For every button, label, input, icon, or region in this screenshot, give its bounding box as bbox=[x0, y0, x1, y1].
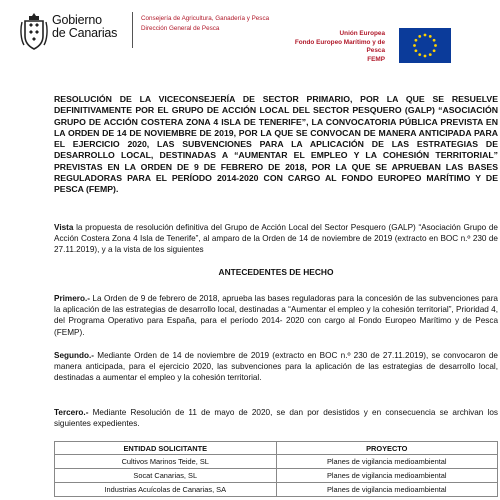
table-cell: Planes de vigilancia medioambiental bbox=[276, 455, 498, 469]
star-icon bbox=[424, 34, 427, 37]
star-icon bbox=[433, 49, 436, 52]
star-icon bbox=[413, 44, 416, 47]
gobierno-name: Gobierno de Canarias bbox=[52, 13, 118, 40]
header-divider bbox=[132, 12, 133, 48]
star-icon bbox=[418, 35, 421, 38]
star-icon bbox=[429, 35, 432, 38]
table-header-row bbox=[55, 442, 498, 455]
star-icon bbox=[424, 55, 427, 58]
consejeria-name: Consejería de Agricultura, Ganadería y Pesca Dirección General de Pesca bbox=[141, 15, 270, 32]
star-icon bbox=[415, 49, 418, 52]
star-icon bbox=[418, 53, 421, 56]
star-icon bbox=[433, 39, 436, 42]
table-cell: Cultivos Marinos Teide, SL bbox=[55, 455, 277, 469]
star-icon bbox=[434, 44, 437, 47]
document-header bbox=[0, 0, 500, 80]
tercero-paragraph: Tercero.- Mediante Resolución de 11 de mayo de 2020, se dan por desistidos y en consecuencia se archivan los siguientes expedientes. bbox=[54, 408, 498, 429]
table-cell: Industrias Acuícolas de Canarias, SA bbox=[55, 483, 277, 497]
vista-paragraph: Vista la propuesta de resolución definitiva del Grupo de Acción Local del Sector Pesquero (GALP) “Asociación Grupo de Acción Costera Zona 4 Isla de Tenerife”, al amparo de la Orden de 14 de noviembre de 2019 (extracto en BOC n.º 230 de 27.11.2019), y a la vista de los siguientes bbox=[54, 223, 498, 255]
document-title: RESOLUCIÓN DE LA VICECONSEJERÍA DE SECTOR PRIMARIO, POR LA QUE SE RESUELVE DEFINITIVAMENTE POR EL GRUPO DE ACCIÓN LOCAL DEL SECTOR PESQUERO (GALP) “ASOCIACIÓN GRUPO DE ACCIÓN COSTERA ZONA 4 ISLA DE TENERIFE”, LA CONVOCATORIA PÚBLICA PREVISTA EN LA ORDEN DE 14 DE NOVIEMBRE DE 2019, POR LA QUE SE CONVOCAN DE MANERA ANTICIPADA PARA EL EJERCICIO 2020, LAS SUBVENCIONES PARA LA APLICACIÓN DE LAS ESTRATEGIAS DE DESARROLLO LOCAL, DESTINADAS A “AUMENTAR EL EMPLEO Y LA COHESIÓN TERRITORIAL” PREVISTAS EN LA ORDEN DE 9 DE FEBRERO DE 2018, POR LA QUE SE APRUEBAN LAS BASES REGULADORAS PARA EL PERÍODO 2014-2020 CON CARGO AL FONDO EUROPEO MARÍTIMO Y DE PESCA (FEMP). bbox=[54, 94, 498, 195]
coat-of-arms-icon bbox=[20, 12, 48, 52]
table-row bbox=[55, 483, 498, 497]
header-entidad: ENTIDAD SOLICITANTE bbox=[55, 442, 277, 455]
table-row bbox=[55, 469, 498, 483]
table-cell: Planes de vigilancia medioambiental bbox=[276, 469, 498, 483]
star-icon bbox=[415, 39, 418, 42]
table-row bbox=[55, 455, 498, 469]
section-title: ANTECEDENTES DE HECHO bbox=[218, 267, 334, 277]
header-proyecto: PROYECTO bbox=[276, 442, 498, 455]
primero-paragraph: Primero.- La Orden de 9 de febrero de 2018, aprueba las bases reguladoras para la concesión de las subvenciones para la aplicación de las estrategias de desarrollo local, destinadas a “Aumentar el empleo y la cohesión territorial”, Prioridad 4, del Programa Operativo para España, para el período 2014- 2020 con cargo al Fondo Europeo Marítimo y de Pesca (FEMP). bbox=[54, 294, 498, 337]
expedientes-table bbox=[54, 441, 498, 497]
segundo-paragraph: Segundo.- Mediante Orden de 14 de noviembre de 2019 (extracto en BOC n.º 230 de 27.11.2019), se convocaron de manera anticipada, para el ejercicio 2020, las subvenciones para la aplicación de las estrategias de desarrollo local, destinadas a aumentar el empleo y la cohesión territorial. bbox=[54, 351, 498, 383]
eu-flag-icon bbox=[399, 28, 451, 63]
star-icon bbox=[429, 53, 432, 56]
ue-femp-label: Unión Europea Fondo Europeo Marítimo y de Pesca FEMP bbox=[294, 30, 385, 63]
table-cell: Socat Canarias, SL bbox=[55, 469, 277, 483]
table-cell: Planes de vigilancia medioambiental bbox=[276, 483, 498, 497]
